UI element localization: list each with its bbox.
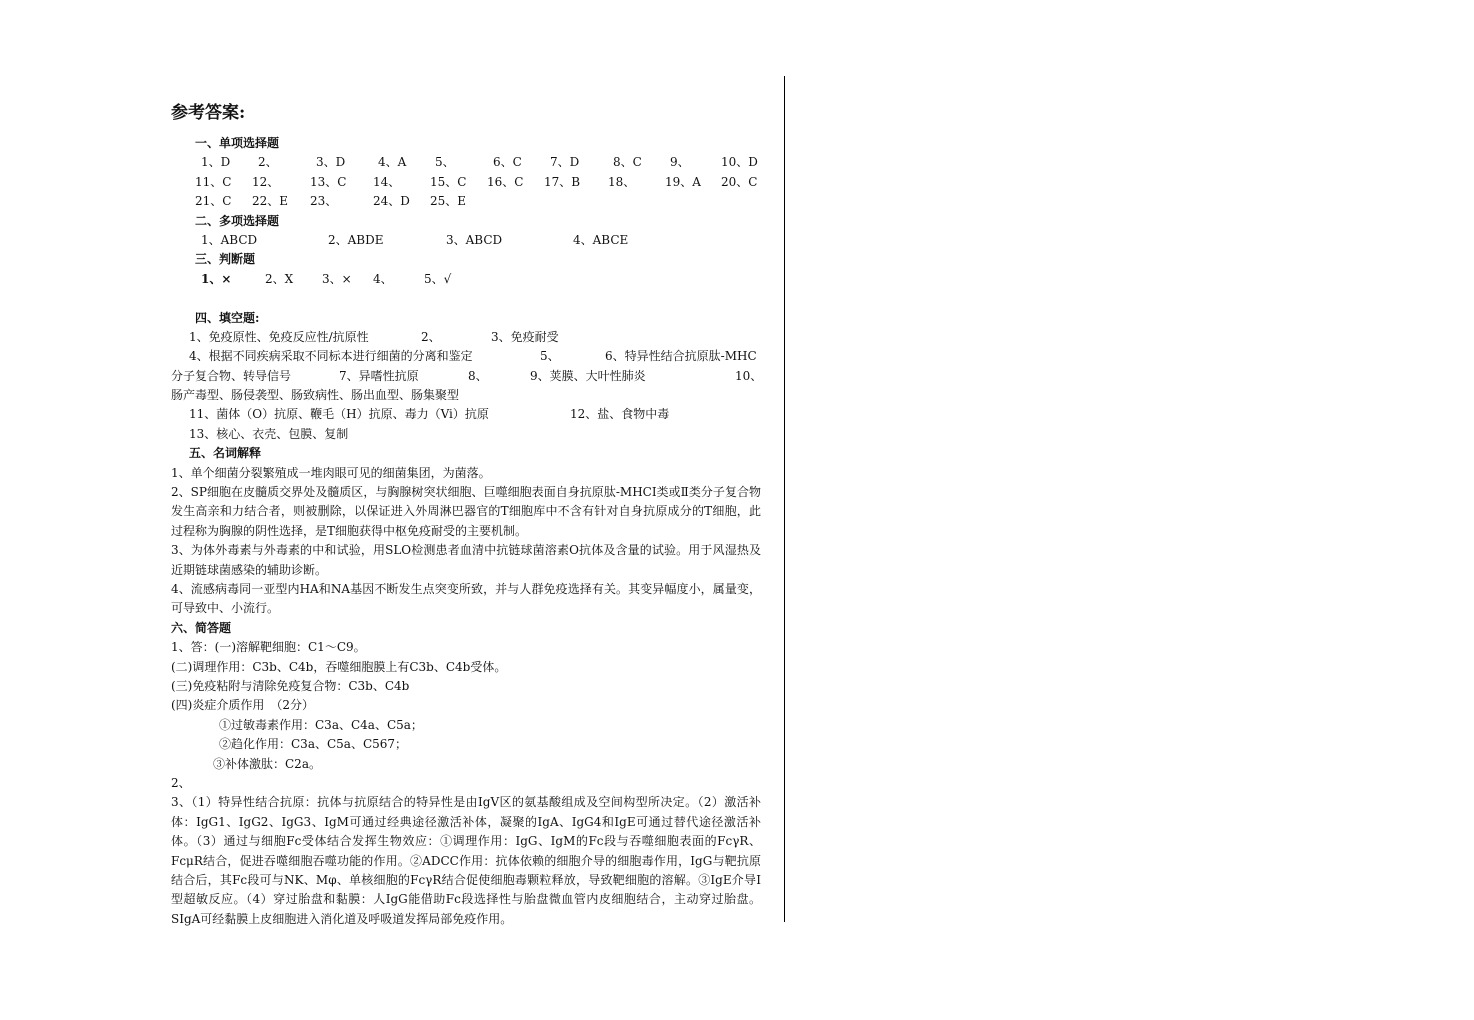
- fill-blank-answer: 12、盐、食物中毒: [570, 407, 670, 422]
- answer-item: 17、B: [544, 174, 581, 189]
- answer-item: 15、C: [430, 174, 467, 189]
- answer-item: 2、ABDE: [328, 232, 384, 247]
- answer-item: 1、D: [201, 155, 231, 170]
- short-answer-line: 1、答：(一)溶解靶细胞：C1～C9。: [171, 640, 366, 655]
- column-divider: [784, 76, 785, 922]
- answer-item: 4、: [373, 271, 393, 286]
- fill-blank-answer: 分子复合物、转导信号: [171, 368, 292, 383]
- answer-item: 9、: [670, 155, 690, 170]
- single-choice-row-1: [171, 153, 761, 172]
- answer-item: 18、: [608, 174, 636, 189]
- answer-item: 1、×: [201, 271, 232, 286]
- short-answer-line: ①过敏毒素作用：C3a、C4a、C5a；: [219, 717, 423, 732]
- term-definition-1: 1、单个细菌分裂繁殖成一堆肉眼可见的细菌集团，为菌落。: [171, 465, 491, 480]
- answer-item: 24、D: [373, 194, 410, 209]
- answer-item: 4、A: [378, 155, 407, 170]
- answer-item: 13、C: [310, 174, 347, 189]
- fill-blank-line-2: [171, 347, 761, 366]
- section-fill-blank-heading: 四、填空题:: [195, 310, 260, 325]
- fill-blank-answer: 9、荚膜、大叶性肺炎: [530, 368, 646, 383]
- fill-blank-line-4: 肠产毒型、肠侵袭型、肠致病性、肠出血型、肠集聚型: [171, 388, 460, 403]
- short-answer-line: (四)炎症介质作用 （2分）: [171, 698, 314, 713]
- answer-item: 12、: [252, 174, 280, 189]
- term-definition-2: 2、SP细胞在皮髓质交界处及髓质区，与胸腺树突状细胞、巨噬细胞表面自身抗原肽-MHCⅠ类或Ⅱ类分子复合物发生高亲和力结合者，则被删除，以保证进入外周淋巴器官的T细胞库中不含有针对自身抗原成分的T细胞，此过程称为胸腺的阴性选择，是T细胞获得中枢免疫耐受的主要机制。: [171, 485, 761, 538]
- fill-blank-line-3: [171, 367, 761, 386]
- answer-item: 1、ABCD: [201, 232, 258, 247]
- answer-item: 10、D: [721, 155, 758, 170]
- multiple-choice-row: [171, 231, 761, 250]
- answer-item: 5、√: [424, 271, 452, 286]
- fill-blank-answer: 4、根据不同疾病采取不同标本进行细菌的分离和鉴定: [189, 349, 473, 364]
- answer-item: 8、C: [613, 155, 642, 170]
- fill-blank-line-5: [171, 405, 761, 424]
- answer-item: 4、ABCE: [573, 232, 629, 247]
- term-definition-3: 3、为体外毒素与外毒素的中和试验，用SLO检测患者血清中抗链球菌溶素O抗体及含量的试验。用于风湿热及近期链球菌感染的辅助诊断。: [171, 543, 761, 577]
- short-answer-paragraph: 3、（1）特异性结合抗原：抗体与抗原结合的特异性是由IgV区的氨基酸组成及空间构型所决定。（2）激活补体：IgG1、IgG2、IgG3、IgM可通过经典途径激活补体，凝聚的IgA、IgG4和IgE可通过替代途径激活补体。（3）通过与细胞Fc受体结合发挥生物效应：①调理作用：IgG、IgM的Fc段与吞噬细胞表面的FcγR、FcμR结合，促进吞噬细胞吞噬功能的作用。②ADCC作用：抗体依赖的细胞介导的细胞毒作用，IgG与靶抗原结合后，其Fc段可与NK、Mφ、单核细胞的FcγR结合促使细胞毒颗粒释放，导致靶细胞的溶解。③IgE介导Ⅰ型超敏反应。（4）穿过胎盘和黏膜：人IgG能借助Fc段选择性与胎盘微血管内皮细胞结合，主动穿过胎盘。SIgA可经黏膜上皮细胞进入消化道及呼吸道发挥局部免疫作用。: [171, 795, 761, 926]
- answer-item: 11、C: [195, 174, 232, 189]
- short-answer-line: ②趋化作用：C3a、C5a、C567；: [219, 737, 408, 752]
- answer-item: 6、C: [493, 155, 522, 170]
- spacer: [171, 289, 761, 308]
- fill-blank-answer: 11、菌体（O）抗原、鞭毛（H）抗原、毒力（Vi）抗原: [189, 407, 489, 422]
- answer-item: 2、: [258, 155, 278, 170]
- fill-blank-answer: 8、: [468, 368, 488, 383]
- page-title: 参考答案:: [171, 103, 246, 123]
- answer-item: 22、E: [252, 194, 289, 209]
- answer-item: 2、X: [265, 271, 294, 286]
- answer-item: 7、D: [550, 155, 580, 170]
- section-term-definition-heading: 五、名词解释: [189, 446, 262, 461]
- answer-item: 19、A: [665, 174, 701, 189]
- fill-blank-answer: 1、免疫原性、免疫反应性/抗原性: [189, 329, 369, 344]
- fill-blank-line-1: [171, 328, 761, 347]
- answer-item: 20、C: [721, 174, 758, 189]
- single-choice-row-3: [171, 192, 761, 211]
- short-answer-line: (二)调理作用：C3b、C4b，吞噬细胞膜上有C3b、C4b受体。: [171, 659, 507, 674]
- answer-item: 3、D: [316, 155, 346, 170]
- fill-blank-answer: 7、异嗜性抗原: [339, 368, 419, 383]
- section-short-answer-heading: 六、简答题: [171, 620, 232, 635]
- answer-item: 21、C: [195, 194, 232, 209]
- fill-blank-line-6: 13、核心、衣壳、包膜、复制: [189, 426, 349, 441]
- answer-item: 5、: [435, 155, 455, 170]
- short-answer-line: ③补体激肽：C2a。: [213, 756, 321, 771]
- answer-item: 3、×: [322, 271, 352, 286]
- answer-item: 25、E: [430, 194, 467, 209]
- fill-blank-answer: 5、: [540, 349, 560, 364]
- section-single-choice-heading: 一、单项选择题: [195, 136, 280, 150]
- answer-item: 23、: [310, 194, 338, 209]
- fill-blank-answer: 6、特异性结合抗原肽-MHC: [605, 349, 757, 364]
- true-false-row: [171, 270, 761, 289]
- fill-blank-answer: 3、免疫耐受: [491, 329, 559, 344]
- answer-sheet: [171, 100, 761, 929]
- answer-item: 3、ABCD: [446, 232, 503, 247]
- term-definition-4: 4、流感病毒同一亚型内HA和NA基因不断发生点突变所致，并与人群免疫选择有关。其变异幅度小，属量变，可导致中、小流行。: [171, 582, 761, 616]
- single-choice-row-2: [171, 173, 761, 192]
- answer-item: 16、C: [487, 174, 524, 189]
- fill-blank-answer: 10、: [735, 368, 763, 383]
- section-true-false-heading: 三、判断题: [195, 252, 256, 267]
- short-answer-line: 2、: [171, 776, 191, 791]
- answer-item: 14、: [373, 174, 401, 189]
- fill-blank-answer: 2、: [421, 329, 441, 344]
- section-multiple-choice-heading: 二、多项选择题: [195, 213, 280, 228]
- short-answer-line: (三)免疫粘附与清除免疫复合物：C3b、C4b: [171, 679, 410, 694]
